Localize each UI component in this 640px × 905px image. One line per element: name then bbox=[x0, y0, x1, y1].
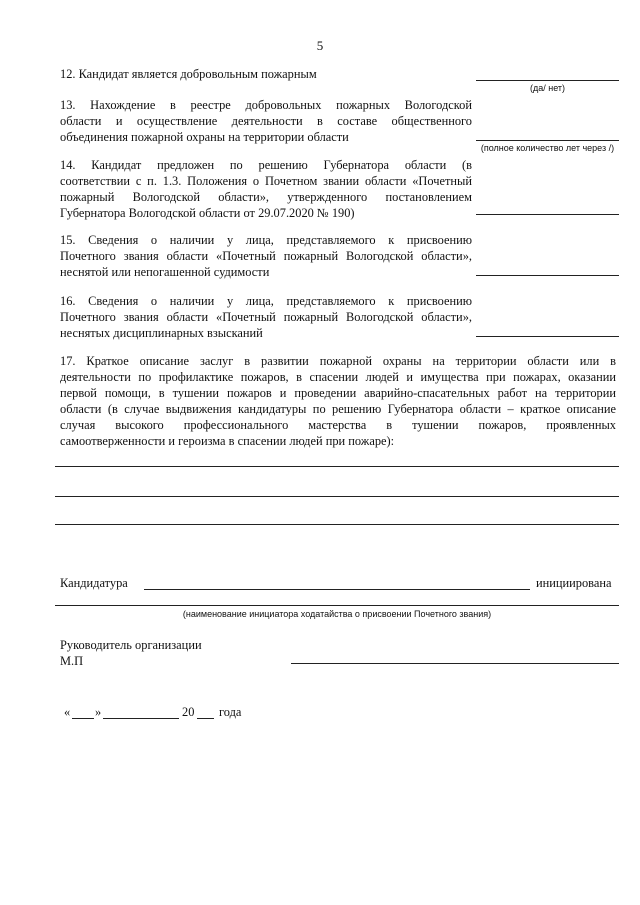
item-14-line-2: соответствии с п. 1.3. Положения о Почетном звании области «Почетный bbox=[60, 174, 472, 188]
item-13-answer-line[interactable] bbox=[476, 140, 619, 141]
item-15-line-2: Почетного звания области «Почетный пожарный Вологодской области», bbox=[60, 249, 472, 263]
item-17-line-5: случая высокого профессионального мастерства в тушении пожаров, проявленных bbox=[60, 418, 616, 432]
item-16-line-1: 16. Сведения о наличии у лица, представляемого к присвоению bbox=[60, 294, 472, 308]
candidacy-label: Кандидатура bbox=[60, 576, 128, 590]
item-14-answer-line[interactable] bbox=[476, 214, 619, 215]
candidacy-initiator-line-2[interactable] bbox=[55, 605, 619, 606]
item-17-answer-line-1[interactable] bbox=[55, 466, 619, 467]
date-open-quote: « bbox=[64, 705, 71, 719]
item-14-line-3: пожарный Вологодской области», утвержденного постановлением bbox=[60, 190, 472, 204]
item-17-answer-line-2[interactable] bbox=[55, 496, 619, 497]
item-15-answer-line[interactable] bbox=[476, 275, 619, 276]
item-14 bbox=[60, 157, 472, 221]
item-17-line-6: самоотверженности и героизма в спасении людей при пожаре): bbox=[60, 434, 395, 448]
item-17 bbox=[60, 353, 616, 449]
item-12-answer-line[interactable] bbox=[476, 80, 619, 81]
item-15-line-1: 15. Сведения о наличии у лица, представляемого к присвоению bbox=[60, 233, 472, 247]
candidacy-initiated-label: инициирована bbox=[536, 576, 612, 590]
item-14-line-1: 14. Кандидат предложен по решению Губернатора области (в bbox=[60, 158, 472, 172]
item-16-answer-line[interactable] bbox=[476, 336, 619, 337]
item-13-line-3: объединения пожарной охраны на территории области bbox=[60, 130, 349, 144]
item-17-line-2: деятельности по профилактике пожаров, в спасении людей и имущества при пожарах, оказании bbox=[60, 370, 616, 384]
signature-line[interactable] bbox=[291, 663, 619, 664]
candidacy-initiator-line[interactable] bbox=[144, 589, 530, 590]
date-day-line[interactable] bbox=[72, 718, 94, 719]
date-close-quote: » bbox=[95, 705, 102, 719]
item-14-line-4: Губернатора Вологодской области от 29.07.2020 № 190) bbox=[60, 206, 355, 220]
date-month-line[interactable] bbox=[103, 718, 179, 719]
item-16 bbox=[60, 293, 472, 341]
item-17-answer-line-3[interactable] bbox=[55, 524, 619, 525]
item-15 bbox=[60, 232, 472, 280]
item-13-caption: (полное количество лет через /) bbox=[480, 143, 615, 153]
candidacy-caption: (наименование инициатора ходатайства о присвоении Почетного звания) bbox=[182, 609, 492, 619]
date-year-word: года bbox=[219, 705, 242, 719]
item-12-text: 12. Кандидат является добровольным пожарным bbox=[60, 67, 317, 81]
item-17-line-3: первой помощи, в тушении пожаров и проведении аварийно-спасательных работ на территории bbox=[60, 386, 616, 400]
page-number: 5 bbox=[316, 38, 324, 53]
item-13 bbox=[60, 97, 472, 145]
item-13-line-1: 13. Нахождение в реестре добровольных пожарных Вологодской bbox=[60, 98, 472, 112]
item-16-line-3: неснятых дисциплинарных взысканий bbox=[60, 326, 263, 340]
item-15-line-3: неснятой или непогашенной судимости bbox=[60, 265, 270, 279]
stamp-label: М.П bbox=[60, 654, 84, 668]
item-12-caption: (да/ нет) bbox=[529, 83, 566, 93]
item-17-line-4: области (в случае выдвижения кандидатуры по решению Губернатора области – краткое описание bbox=[60, 402, 616, 416]
item-16-line-2: Почетного звания области «Почетный пожарный Вологодской области», bbox=[60, 310, 472, 324]
date-year-line[interactable] bbox=[197, 718, 214, 719]
item-13-line-2: области и осуществление деятельности в составе общественного bbox=[60, 114, 472, 128]
item-17-line-1: 17. Краткое описание заслуг в развитии пожарной охраны на территории области или в bbox=[60, 354, 616, 368]
date-century: 20 bbox=[182, 705, 195, 719]
head-of-organization-label: Руководитель организации bbox=[60, 638, 202, 652]
